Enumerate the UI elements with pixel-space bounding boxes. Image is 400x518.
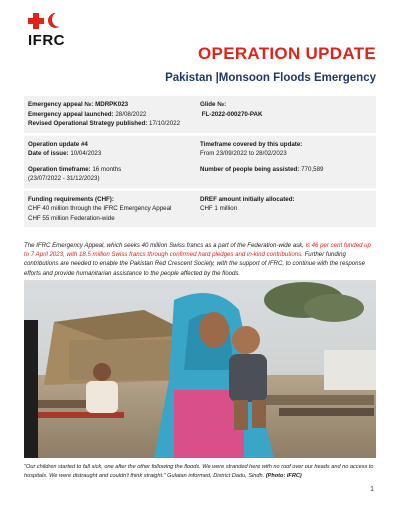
operation-timeframe-value: 16 months <box>92 165 122 173</box>
issue-date-label: Date of issue: <box>28 150 69 157</box>
operation-update-label: Operation update #4 <box>28 140 88 148</box>
logo-text: IFRC <box>28 32 65 49</box>
people-assisted-label: Number of people being assisted: <box>200 165 300 173</box>
appeal-number-value: MDRPK023 <box>95 101 129 108</box>
photo-caption <box>24 463 376 480</box>
people-assisted-value: 770,589 <box>301 165 324 173</box>
glide-value: FL-2022-000270-PAK <box>201 110 263 118</box>
funding-requirements-label: Funding requirements (CHF): <box>28 195 114 203</box>
page-title: OPERATION UPDATE <box>198 44 376 63</box>
dref-amount-label: DREF amount initially allocated: <box>200 195 295 203</box>
operation-details <box>28 140 200 184</box>
dref-amount-value: CHF 1 million <box>200 205 238 212</box>
flood-victims-photo <box>24 280 376 458</box>
revised-strategy-label: Revised Operational Strategy published: <box>28 120 148 127</box>
page-number: 1 <box>370 486 374 493</box>
appeal-info-row <box>24 96 376 133</box>
coverage-details <box>200 140 372 184</box>
appeal-details <box>28 100 200 129</box>
glide-details <box>200 100 372 129</box>
dref-details <box>200 195 372 224</box>
appeal-launched-label: Emergency appeal launched: <box>28 110 114 118</box>
ifrc-logo <box>28 12 68 49</box>
timeframe-covered-label: Timeframe covered by this update: <box>200 140 303 148</box>
issue-date-value: 10/04/2023 <box>70 150 102 157</box>
caption-quote: "Our children started to fall sick, one after the other following the floods. We were stranded here with no roof over our heads and no access to hospitals. We were distraught and couldn't think straight." Gulatan informed, District Dadu, Sindh. <box>24 464 374 479</box>
timeframe-covered-value: From 23/09/2022 to 28/02/2023 <box>200 150 287 157</box>
operation-info-row <box>24 136 376 188</box>
page-subtitle: Pakistan |Monsoon Floods Emergency <box>165 72 376 84</box>
funding-details <box>28 195 200 224</box>
red-crescent-icon <box>47 13 61 29</box>
intro-paragraph <box>24 241 376 278</box>
intro-text-start: The IFRC Emergency Appeal, which seeks 40 million Swiss francs as a part of the Federation-wide ask, <box>24 242 306 249</box>
glide-label: Glide №: <box>200 101 227 108</box>
photo-credit: (Photo: IFRC) <box>265 472 302 479</box>
operation-timeframe-range: (23/07/2022 - 31/12/2023) <box>28 175 100 182</box>
red-cross-icon <box>28 13 44 29</box>
funding-info-row <box>24 191 376 228</box>
intro-funding-highlight: is 46 per cent funded up to 7 April 2023, with 18.5 million Swiss francs through confirmed hard pledges and in-kind contributions. <box>24 242 371 259</box>
funding-appeal-amount: CHF 40 million through the IFRC Emergency Appeal <box>28 205 172 212</box>
funding-federation-amount: CHF 55 million Federation-wide <box>28 214 115 222</box>
appeal-info-table <box>24 96 376 230</box>
operation-timeframe-label: Operation timeframe: <box>28 165 91 173</box>
intro-text-end: Further funding contributions are needed to enable the Pakistan Red Crescent Society, with the support of IFRC, to continue with the response efforts and provide humanitarian assistance to the people affected by the floods. <box>24 251 365 277</box>
revised-strategy-value: 17/10/2022 <box>149 120 181 127</box>
appeal-number-label: Emergency appeal №: <box>28 101 94 108</box>
appeal-launched-value: 28/08/2022 <box>115 110 147 118</box>
